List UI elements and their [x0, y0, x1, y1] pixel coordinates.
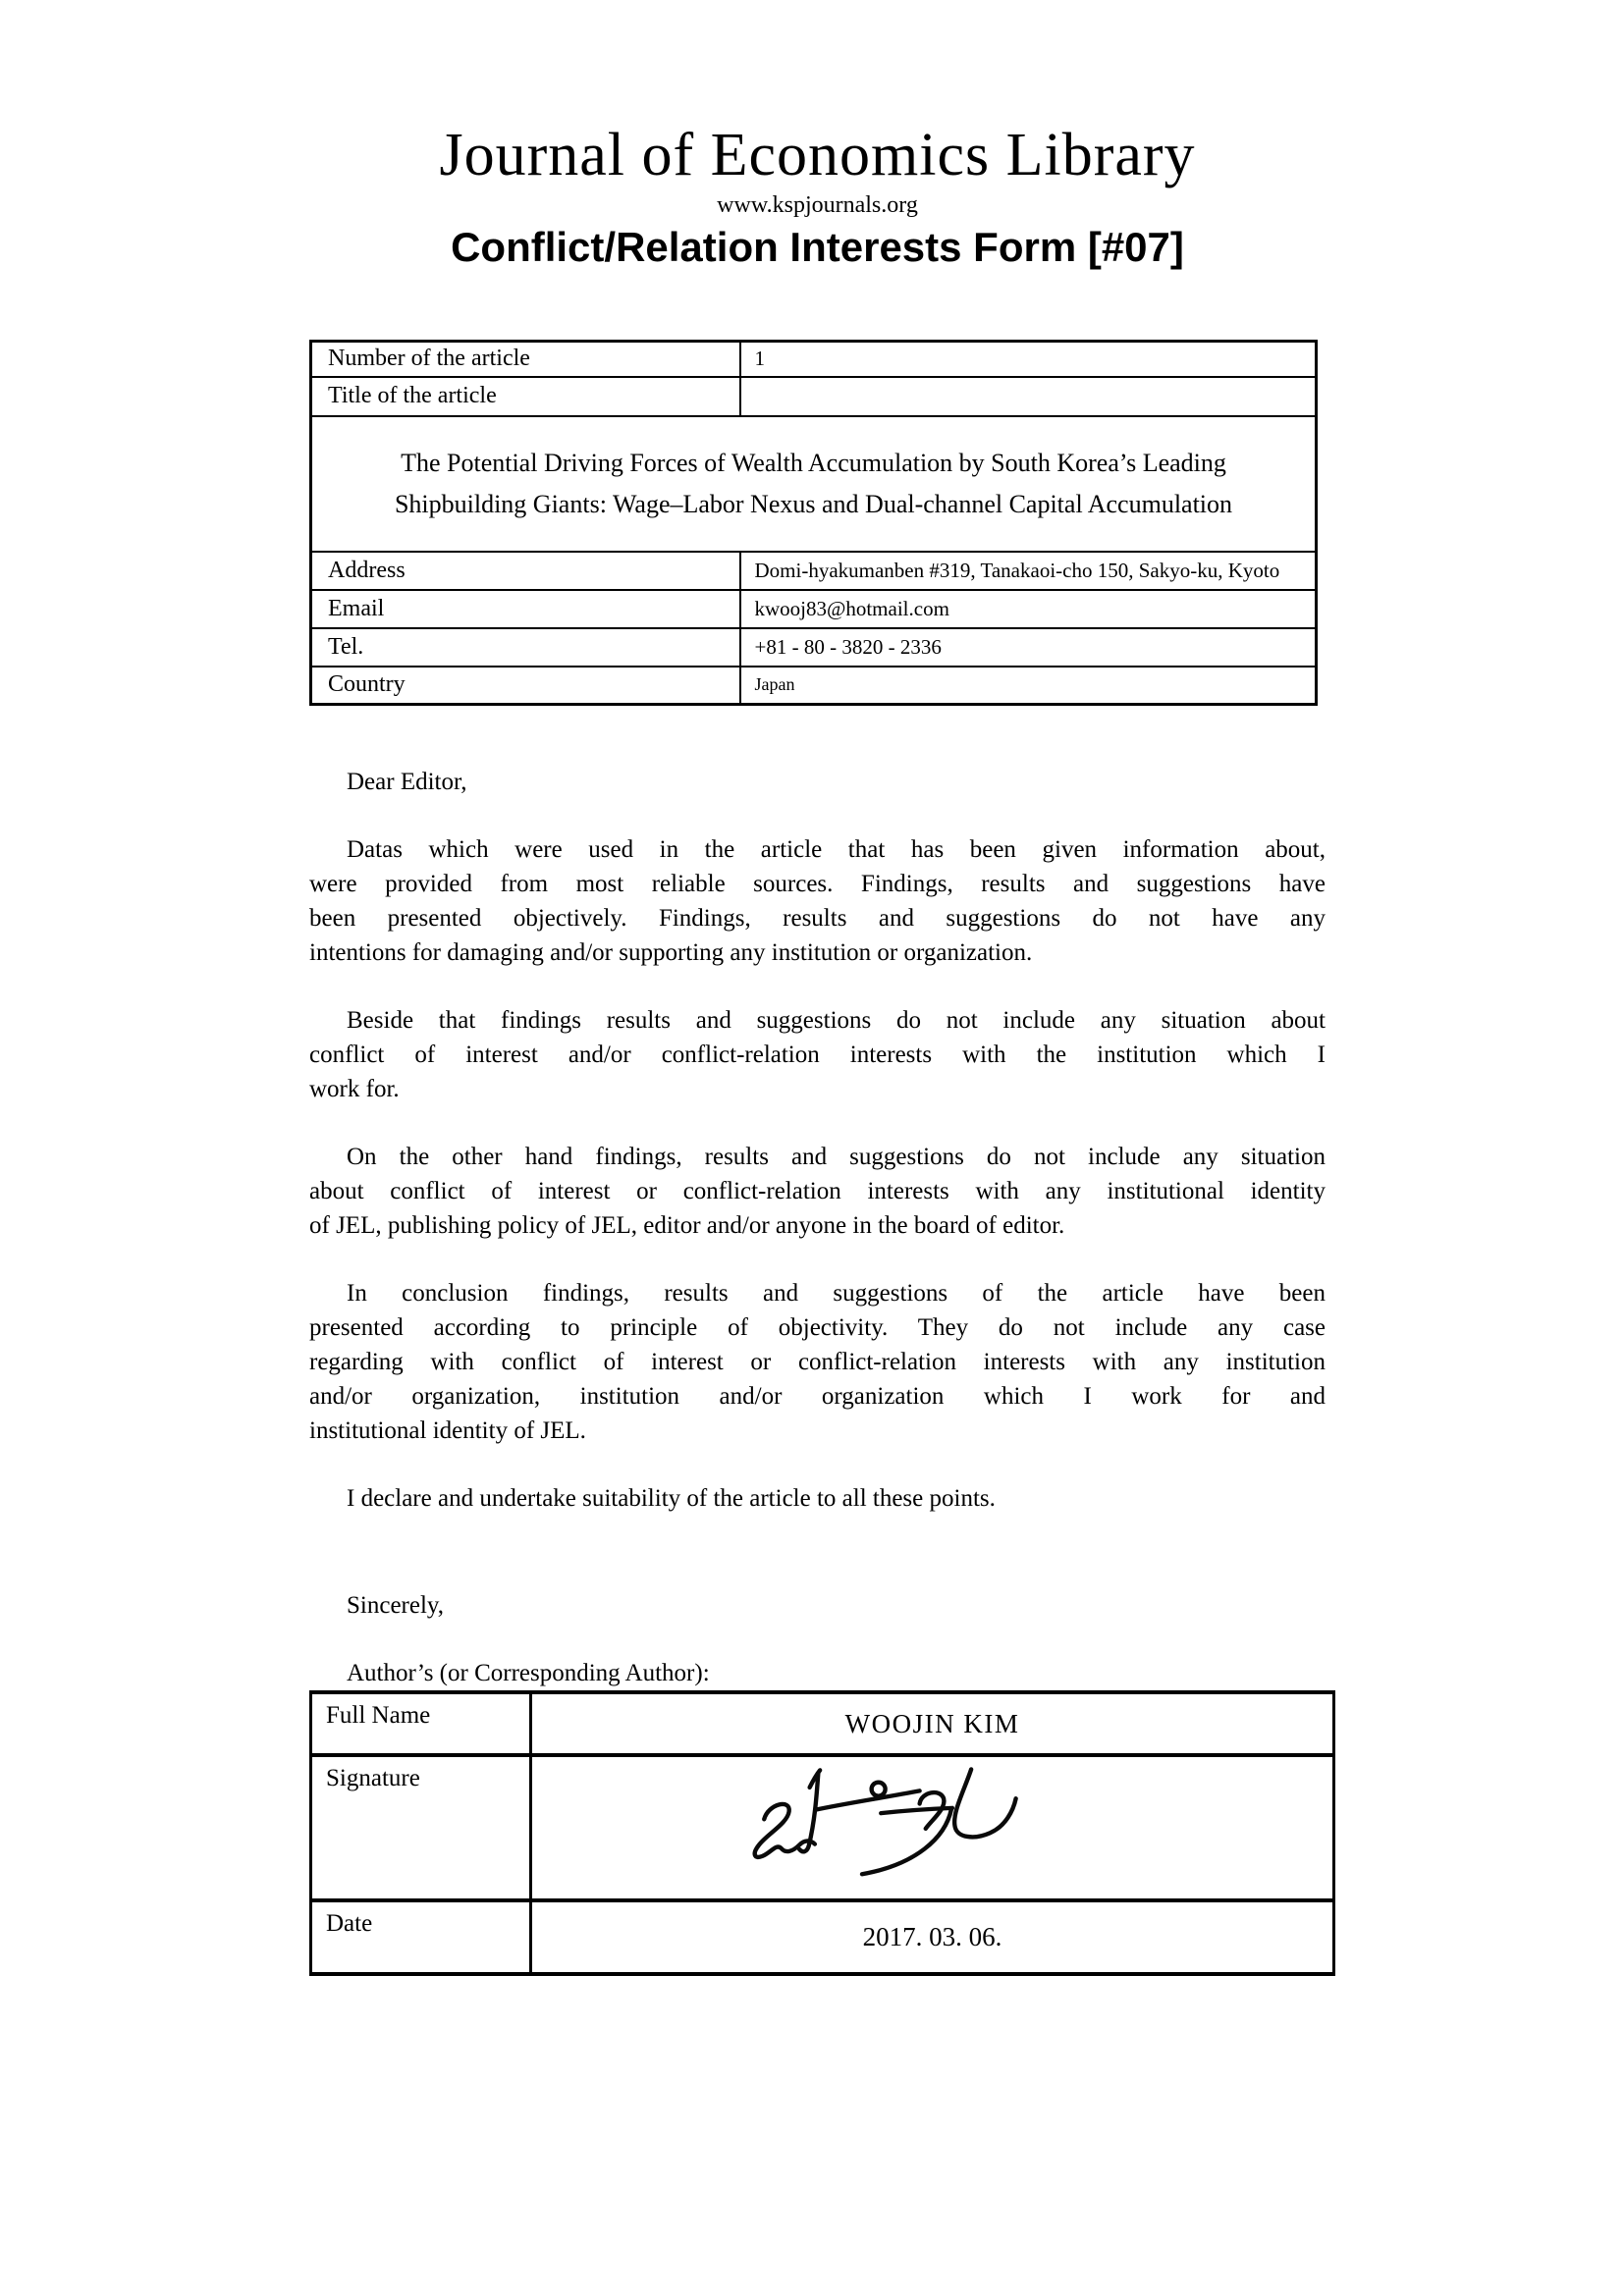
- country-value: Japan: [740, 667, 1317, 705]
- letter-line: In conclusion findings, results and suggestions of the article have been: [347, 1280, 1326, 1307]
- letter-line: about conflict of interest or conflict-relation interests with any institutional identity: [309, 1178, 1326, 1204]
- letter-line: conflict of interest and/or conflict-relation interests with the institution which I: [309, 1041, 1326, 1068]
- article-title-label: Title of the article: [311, 377, 740, 416]
- date-row: [311, 1900, 1334, 1974]
- article-title-text-row: [311, 416, 1317, 552]
- email-row: [311, 590, 1317, 628]
- letter-line: and/or organization, institution and/or organization which I work for and: [309, 1383, 1326, 1410]
- letter-line: of JEL, publishing policy of JEL, editor and/or anyone in the board of editor.: [309, 1212, 1065, 1239]
- email-value: kwooj83@hotmail.com: [740, 590, 1317, 628]
- signature-cell: [531, 1755, 1334, 1900]
- address-row: [311, 552, 1317, 590]
- article-number-row: [311, 342, 1317, 377]
- country-row: [311, 667, 1317, 705]
- letter-paragraph-1: [309, 832, 1326, 970]
- article-title-line-2: Shipbuilding Giants: Wage–Labor Nexus and Dual-channel Capital Accumulation: [394, 489, 1233, 518]
- date-label: Date: [311, 1900, 531, 1974]
- tel-row: [311, 628, 1317, 667]
- letter-paragraph-3: [309, 1140, 1326, 1243]
- fullname-label: Full Name: [311, 1692, 531, 1755]
- article-number-label: Number of the article: [311, 342, 740, 377]
- letter-paragraph-4: [309, 1276, 1326, 1448]
- letter-line: institutional identity of JEL.: [309, 1417, 586, 1444]
- article-title-line-1: The Potential Driving Forces of Wealth Accumulation by South Korea’s Leading: [401, 448, 1226, 477]
- form-title: Conflict/Relation Interests Form [#07]: [451, 224, 1184, 270]
- letter-line: presented according to principle of objectivity. They do not include any case: [309, 1314, 1326, 1341]
- letter-closing: Sincerely,: [347, 1592, 445, 1619]
- author-table: [309, 1690, 1335, 1976]
- letter-line: I declare and undertake suitability of the article to all these points.: [347, 1485, 996, 1512]
- letter-line: On the other hand findings, results and suggestions do not include any situation: [347, 1144, 1326, 1170]
- letter-line: been presented objectively. Findings, results and suggestions do not have any: [309, 905, 1326, 932]
- address-label: Address: [311, 552, 740, 590]
- journal-website-url: www.kspjournals.org: [717, 192, 918, 218]
- letter-line: were provided from most reliable sources. Findings, results and suggestions have: [309, 871, 1326, 897]
- signature-row: [311, 1755, 1334, 1900]
- signature-image: [642, 1759, 1055, 1896]
- letter-body: [309, 765, 1326, 1690]
- letter-salutation: Dear Editor,: [347, 769, 467, 795]
- author-heading: Author’s (or Corresponding Author):: [347, 1660, 710, 1686]
- article-title-row: [311, 377, 1317, 416]
- article-title-text-cell: [311, 416, 1317, 552]
- letter-paragraph-2: [309, 1003, 1326, 1106]
- fullname-row: [311, 1692, 1334, 1755]
- letter-line: Datas which were used in the article that has been given information about,: [347, 836, 1326, 863]
- letter-line: intentions for damaging and/or supporting any institution or organization.: [309, 939, 1033, 966]
- address-value: Domi-hyakumanben #319, Tanakaoi-cho 150, Sakyo-ku, Kyoto: [740, 552, 1317, 590]
- article-info-table: [309, 340, 1318, 706]
- letter-line: Beside that findings results and suggestions do not include any situation about: [347, 1007, 1326, 1034]
- letter-line: work for.: [309, 1076, 400, 1102]
- tel-value: +81 - 80 - 3820 - 2336: [740, 628, 1317, 667]
- fullname-value: WOOJIN KIM: [531, 1692, 1334, 1755]
- tel-label: Tel.: [311, 628, 740, 667]
- article-number-value: 1: [740, 342, 1317, 377]
- journal-title: Journal of Economics Library: [439, 122, 1196, 188]
- signature-label: Signature: [311, 1755, 531, 1900]
- article-title-value: [740, 377, 1317, 416]
- country-label: Country: [311, 667, 740, 705]
- date-value: 2017. 03. 06.: [531, 1900, 1334, 1974]
- letter-line: regarding with conflict of interest or conflict-relation interests with any institution: [309, 1349, 1326, 1375]
- document-content: [309, 0, 1326, 1976]
- email-label: Email: [311, 590, 740, 628]
- letter-paragraph-5: [309, 1481, 1326, 1516]
